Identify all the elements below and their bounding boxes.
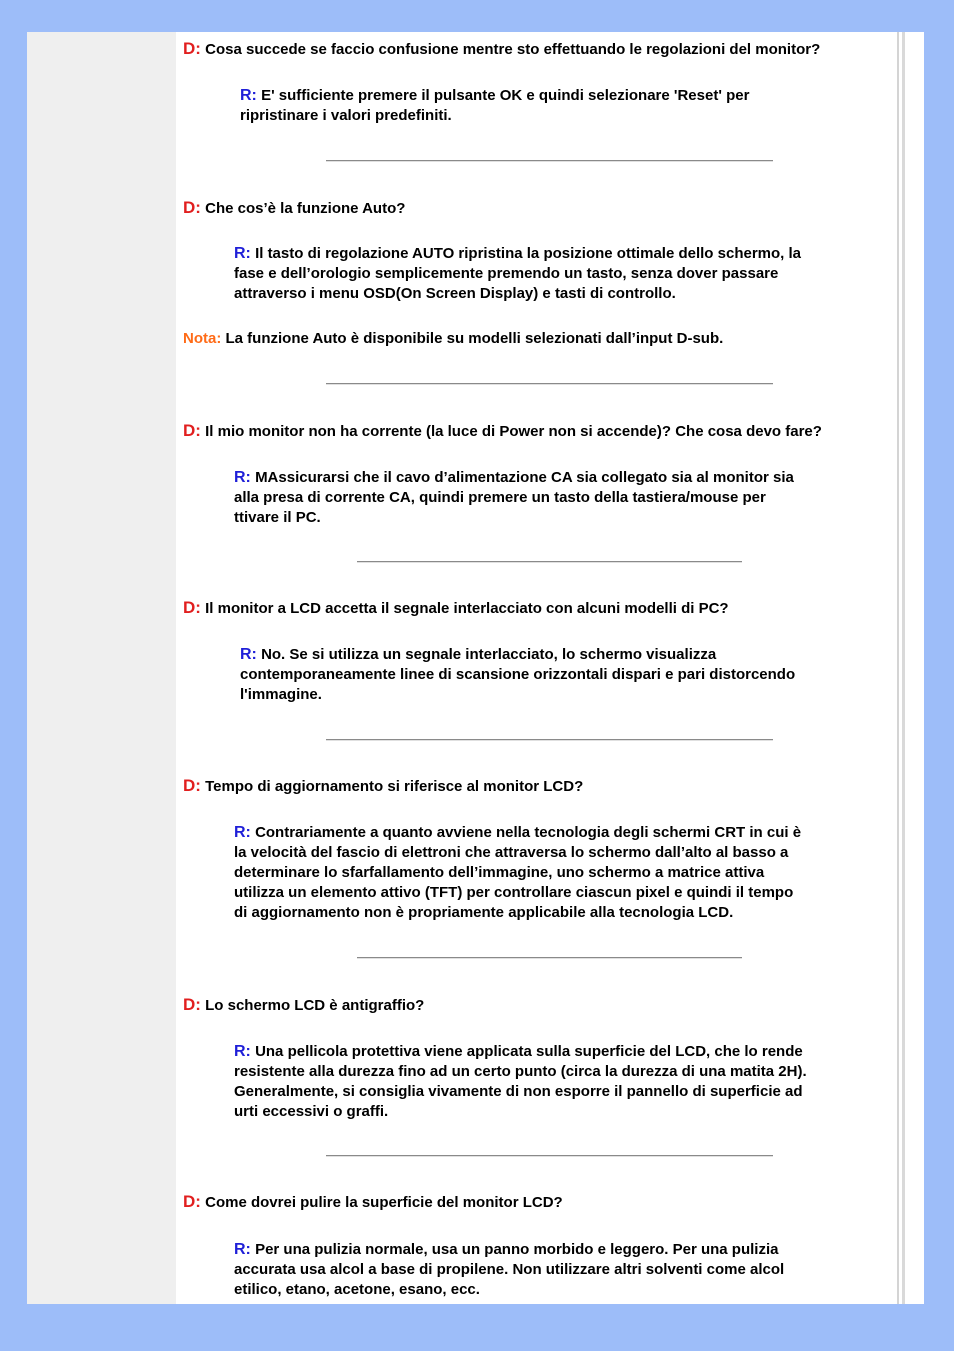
answer-line: Una pellicola protettiva viene applicata sulla superficie del LCD, che lo rende	[255, 1043, 803, 1060]
answer-line: Generalmente, si consiglia vivamente di non esporre il pannello di superficie ad	[234, 1083, 803, 1100]
question-marker: D:	[183, 776, 201, 795]
answer-line: No. Se si utilizza un segnale interlacciato, lo schermo visualizza	[261, 646, 717, 663]
question-text: Tempo di aggiornamento si riferisce al monitor LCD?	[205, 778, 584, 795]
question-marker: D:	[183, 1192, 201, 1211]
answer-line: resistente alla durezza fino ad un certo punto (circa la durezza di una matita 2H).	[234, 1063, 807, 1080]
answer-marker: R:	[240, 87, 257, 104]
question-text: Il mio monitor non ha corrente (la luce di Power non si accende)? Che cosa devo fare?	[205, 423, 822, 440]
answer-line: utilizza un elemento attivo (TFT) per controllare ciascun pixel e quindi il tempo	[234, 884, 794, 901]
answer-line: la velocità del fascio di elettroni che attraversa lo schermo dall’alto al basso a	[234, 844, 789, 861]
faq-question	[183, 198, 903, 218]
divider	[326, 383, 773, 385]
answer-line: determinare lo sfarfallamento dell’immagine, uno schermo a matrice attiva	[234, 864, 765, 881]
answer-marker: R:	[234, 1043, 251, 1060]
question-text: Come dovrei pulire la superficie del monitor LCD?	[205, 1194, 563, 1211]
left-column	[27, 32, 176, 1304]
question-text: Che cos’è la funzione Auto?	[205, 200, 406, 217]
faq-question	[183, 995, 903, 1015]
faq-answer	[234, 1240, 864, 1300]
divider	[357, 561, 742, 563]
answer-line: accurata usa alcol a base di propilene. Non utilizzare altri solventi come alcol	[234, 1261, 785, 1278]
answer-marker: R:	[240, 646, 257, 663]
answer-marker: R:	[234, 245, 251, 262]
faq-answer	[234, 468, 864, 528]
faq-question	[183, 421, 903, 441]
answer-line: alla presa di corrente CA, quindi premere un tasto della tastiera/mouse per	[234, 489, 766, 506]
answer-line: E' sufficiente premere il pulsante OK e quindi selezionare 'Reset' per	[261, 87, 750, 104]
answer-marker: R:	[234, 469, 251, 486]
note-text: La funzione Auto è disponibile su modelli selezionati dall’input D-sub.	[225, 330, 724, 347]
faq-question	[183, 776, 903, 796]
answer-line: Il tasto di regolazione AUTO ripristina la posizione ottimale dello schermo, la	[255, 245, 802, 262]
divider	[326, 1155, 773, 1157]
faq-note	[183, 330, 903, 347]
question-marker: D:	[183, 598, 201, 617]
answer-line: attraverso i menu OSD(On Screen Display) e tasti di controllo.	[234, 285, 676, 302]
faq-question	[183, 1192, 903, 1212]
faq-question	[183, 39, 903, 59]
divider	[326, 160, 773, 162]
question-marker: D:	[183, 39, 201, 58]
question-text: Cosa succede se faccio confusione mentre sto effettuando le regolazioni del monitor?	[205, 41, 821, 58]
answer-line: ripristinare i valori predefiniti.	[240, 107, 452, 124]
answer-line: Per una pulizia normale, usa un panno morbido e leggero. Per una pulizia	[255, 1241, 779, 1258]
right-scroll-rail	[897, 32, 907, 1304]
answer-line: MAssicurarsi che il cavo d’alimentazione CA sia collegato sia al monitor sia	[255, 469, 794, 486]
faq-answer	[240, 86, 870, 126]
answer-line: l'immagine.	[240, 686, 322, 703]
answer-line: etilico, etano, acetone, esano, ecc.	[234, 1281, 480, 1298]
note-marker: Nota:	[183, 330, 222, 347]
faq-answer	[240, 645, 870, 705]
answer-line: Contrariamente a quanto avviene nella tecnologia degli schermi CRT in cui è	[255, 824, 802, 841]
answer-line: fase e dell’orologio semplicemente premendo un tasto, senza dover passare	[234, 265, 779, 282]
faq-answer	[234, 823, 864, 923]
answer-marker: R:	[234, 1241, 251, 1258]
faq-answer	[234, 244, 864, 304]
answer-marker: R:	[234, 824, 251, 841]
divider	[326, 739, 773, 741]
question-marker: D:	[183, 421, 201, 440]
answer-line: di aggiornamento non è propriamente applicabile alla tecnologia LCD.	[234, 904, 734, 921]
faq-question	[183, 598, 903, 618]
faq-answer	[234, 1042, 864, 1122]
question-marker: D:	[183, 198, 201, 217]
question-marker: D:	[183, 995, 201, 1014]
question-text: Il monitor a LCD accetta il segnale interlacciato con alcuni modelli di PC?	[205, 600, 729, 617]
answer-line: contemporaneamente linee di scansione orizzontali dispari e pari distorcendo	[240, 666, 796, 683]
question-text: Lo schermo LCD è antigraffio?	[205, 997, 425, 1014]
answer-line: ttivare il PC.	[234, 509, 321, 526]
answer-line: urti eccessivi o graffi.	[234, 1103, 389, 1120]
divider	[357, 957, 742, 959]
